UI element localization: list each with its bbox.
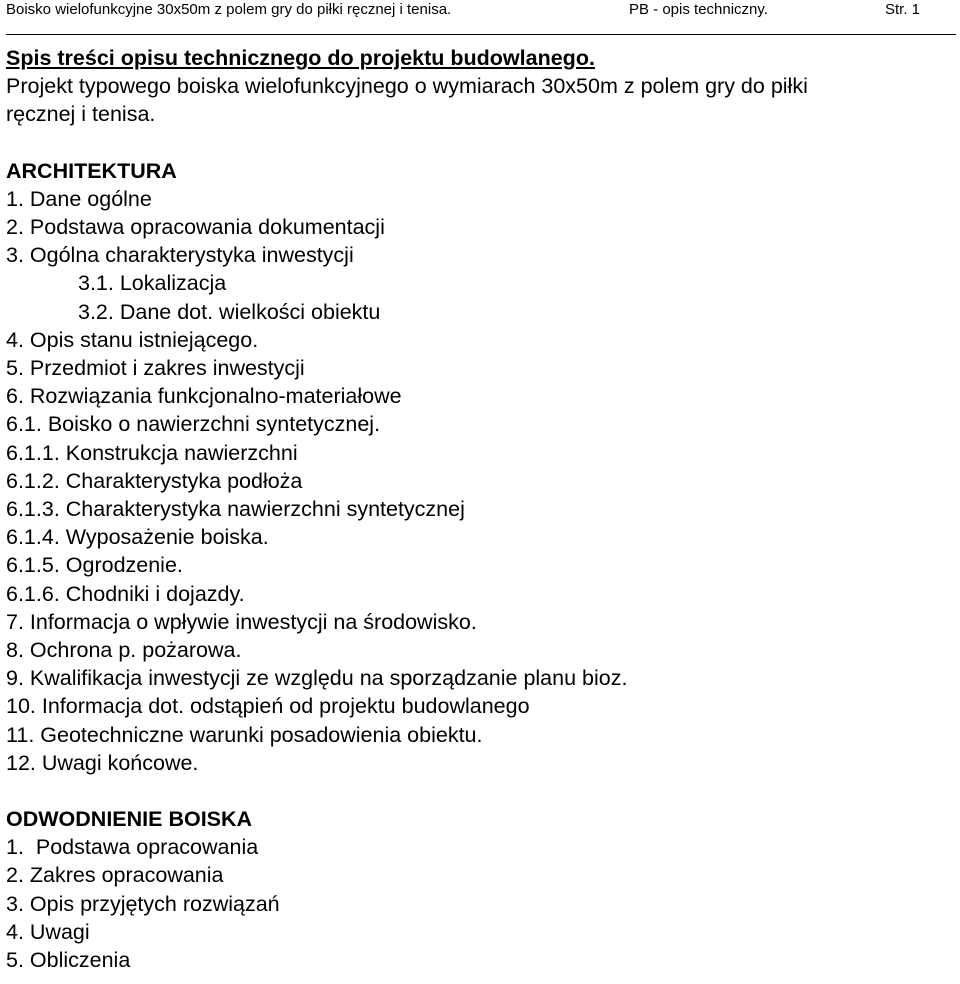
toc-title: Spis treści opisu technicznego do projektu budowlanego. (6, 46, 595, 70)
toc-item: 11. Geotechniczne warunki posadowienia obiektu. (6, 722, 483, 747)
toc-item: 5. Obliczenia (6, 948, 131, 973)
toc-item: 2. Zakres opracowania (6, 863, 224, 888)
toc-item: 6.1.5. Ogrodzenie. (6, 553, 183, 578)
header-document-title: Boisko wielofunkcyjne 30x50m z polem gry do piłki ręcznej i tenisa. (6, 1, 452, 18)
toc-item: 6.1.3. Charakterystyka nawierzchni syntetycznej (6, 497, 465, 522)
architektura-toc-list (6, 185, 951, 777)
toc-item: 6.1.4. Wyposażenie boiska. (6, 525, 269, 550)
toc-item: 9. Kwalifikacja inwestycji ze względu na sporządzanie planu bioz. (6, 666, 628, 691)
project-description-line-1: Projekt typowego boiska wielofunkcyjnego o wymiarach 30x50m z polem gry do piłki (6, 74, 808, 99)
toc-item: 6.1.2. Charakterystyka podłoża (6, 468, 303, 493)
header-page-number: Str. 1 (885, 1, 921, 18)
toc-item: 1. Dane ogólne (6, 186, 152, 211)
toc-item: 6.1.6. Chodniki i dojazdy. (6, 581, 245, 606)
toc-item: 8. Ochrona p. pożarowa. (6, 638, 242, 663)
project-description-line-2: ręcznej i tenisa. (6, 102, 156, 127)
toc-subitem: 3.1. Lokalizacja (78, 271, 227, 296)
section-heading-odwodnienie: ODWODNIENIE BOISKA (6, 807, 253, 832)
spacer (6, 777, 951, 805)
toc-item: 3. Ogólna charakterystyka inwestycji (6, 243, 354, 268)
toc-item: 4. Opis stanu istniejącego. (6, 327, 259, 352)
toc-item: 7. Informacja o wpływie inwestycji na środowisko. (6, 609, 477, 634)
spacer (6, 129, 951, 157)
toc-item: 1. Podstawa opracowania (6, 835, 259, 860)
document-body (6, 44, 951, 974)
odwodnienie-toc-list (6, 833, 951, 974)
toc-item: 4. Uwagi (6, 919, 90, 944)
toc-item: 6.1.1. Konstrukcja nawierzchni (6, 440, 298, 465)
page-header (6, 2, 956, 32)
toc-item: 5. Przedmiot i zakres inwestycji (6, 356, 305, 381)
header-divider (6, 34, 956, 35)
header-document-type: PB - opis techniczny. (629, 1, 768, 18)
toc-item: 2. Podstawa opracowania dokumentacji (6, 215, 385, 240)
toc-item: 6. Rozwiązania funkcjonalno-materiałowe (6, 384, 402, 409)
toc-item: 12. Uwagi końcowe. (6, 750, 199, 775)
toc-item: 10. Informacja dot. odstąpień od projektu budowlanego (6, 694, 530, 719)
toc-subitem: 3.2. Dane dot. wielkości obiektu (78, 299, 381, 324)
toc-item: 6.1. Boisko o nawierzchni syntetycznej. (6, 412, 381, 437)
toc-item: 3. Opis przyjętych rozwiązań (6, 891, 280, 916)
section-heading-architektura: ARCHITEKTURA (6, 158, 177, 183)
